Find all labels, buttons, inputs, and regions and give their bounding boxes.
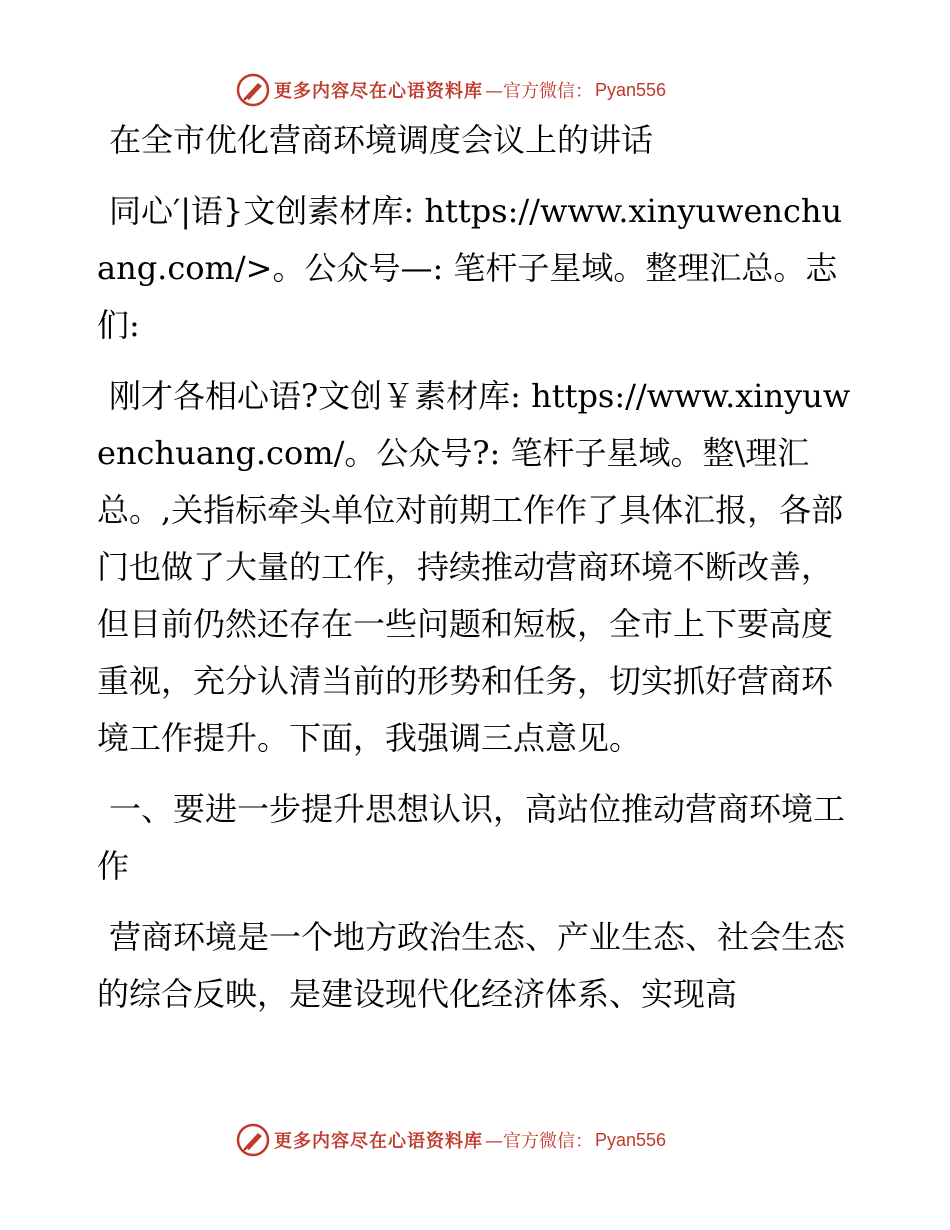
paragraph-intro: 刚才各相心语?文创￥素材库: https://www.xinyuwenchuang.com/。公众号?: 笔杆子星域。整\理汇总。,关指标牵头单位对前期工作作了具体汇报，各部门也做了大量的工作，持续推动营商环境不断改善，但目前仍然还存在一些问题和短板，全市上下要高度重视，充分认清当前的形势和任务，切实抓好营商环境工作提升。下面，我强调三点意见。 [97, 377, 851, 757]
footer-watermark [236, 1122, 666, 1158]
pen-logo-icon [236, 1123, 270, 1157]
paragraph-section-1: 营商环境是一个地方政治生态、产业生态、社会生态的综合反映，是建设现代化经济体系、实现高 [97, 918, 846, 1013]
watermark-wechat-id: Pyan556 [595, 1129, 667, 1150]
section-heading-1: 一、要进一步提升思想认识，高站位推动营商环境工作 [97, 790, 846, 885]
watermark-sub-text: —官方微信： [485, 1131, 593, 1152]
pen-logo-icon [236, 73, 270, 107]
watermark-main-text: 更多内容尽在心语资料库 [274, 81, 483, 102]
watermark-main-text: 更多内容尽在心语资料库 [274, 1131, 483, 1152]
watermark-wechat-id: Pyan556 [595, 79, 667, 100]
watermark-sub-text: —官方微信： [485, 81, 593, 102]
document-body [97, 112, 857, 1023]
paragraph-greeting: 同心′|语}文创素材库: https://www.xinyuwenchuang.com/>。公众号—: 笔杆子星域。整理汇总。志们: [97, 192, 843, 344]
document-title: 在全市优化营商环境调度会议上的讲话 [109, 121, 654, 159]
header-watermark [236, 72, 666, 108]
